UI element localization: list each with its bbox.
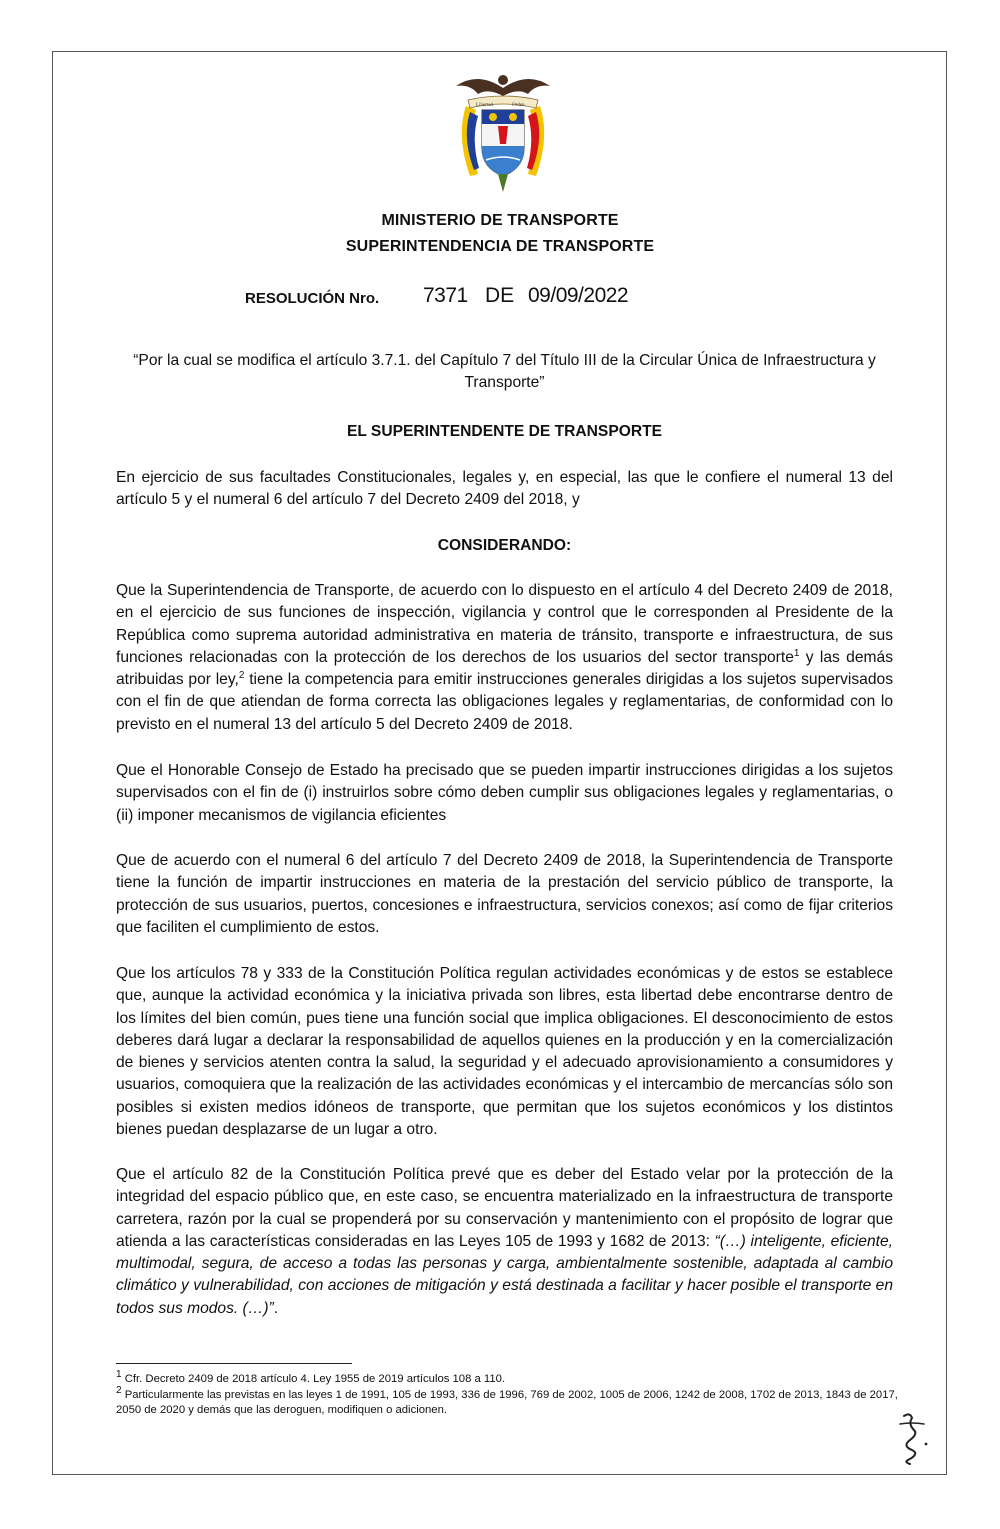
authority-heading: EL SUPERINTENDENTE DE TRANSPORTE xyxy=(346,423,663,440)
seal-ribbon-right: Orden xyxy=(512,103,525,108)
superintendency-heading: SUPERINTENDENCIA DE TRANSPORTE xyxy=(345,238,655,255)
considerando-heading: CONSIDERANDO: xyxy=(437,537,572,554)
resolution-number: 7371 xyxy=(423,284,468,307)
coat-of-arms-seal xyxy=(448,66,558,196)
considerando-paragraph-5 xyxy=(116,1164,893,1320)
considerando-paragraph-4: Que los artículos 78 y 333 de la Constitución Política regulan actividades económicas y de estos se establece que, aunque la actividad económica y la iniciativa privada son libres, esta libertad debe encontrarse dentro de los límites del bien común, pues tiene una función social que implica obligaciones. El desconocimiento de estos deberes dará lugar a declarar la responsabilidad de aquellos quienes en la producción y en la comercialización de bienes y servicios atenten contra la salud, la seguridad y el adecuado aprovisionamiento a consumidores y usuarios, comoquiera que la realización de las actividades económicas y el intercambio de mercancías sólo son posibles si existen medios idóneos de transporte, que permitan que los sujetos económicos y los distintos bienes puedan desplazarse de un lugar a otro. xyxy=(116,965,893,1139)
p5-quote: “(…) inteligente, eficiente, multimodal, segura, de acceso a todas las personas y carga, ambientalmente sostenible, adaptada al cambio climático y vulnerabilidad, con acciones de mitigación y está destinada a facilitar y hacer posible el transporte en todos sus modos. (…)” xyxy=(116,1232,893,1317)
resolution-de: DE xyxy=(485,284,515,307)
resolution-subject: “Por la cual se modifica el artículo 3.7.1. del Capítulo 7 del Título III de la Circular Única de Infraestructura y Transporte” xyxy=(133,352,876,392)
considerando-paragraph-3: Que de acuerdo con el numeral 6 del artículo 7 del Decreto 2409 de 2018, la Superintendencia de Transporte tiene la función de impartir instrucciones en materia de la prestación del servicio público de transporte, la protección de sus usuarios, puertos, concesiones e infraestructura, servicios conexos; así como de fijar criterios que faciliten el cumplimiento de estos. xyxy=(116,852,893,936)
footnotes xyxy=(116,1369,906,1419)
footnote-2-ref: 2 xyxy=(116,1384,122,1396)
resolution-label: RESOLUCIÓN Nro. xyxy=(245,290,380,307)
p5-end: . xyxy=(273,1299,279,1317)
initial-signature xyxy=(890,1410,936,1466)
footnote-ref-2: 2 xyxy=(238,670,245,681)
p1-text-b: y las demás atribuidas por ley, xyxy=(116,648,893,689)
considerando-paragraph-1 xyxy=(116,580,893,736)
p5-text: Que el artículo 82 de la Constitución Política prevé que es deber del Estado velar por la protección de la integridad del espacio público que, en este caso, se encuentra materializado en la infraestructura de transporte carretera, razón por la cual se propenderá por su conservación y mantenimiento con el propósito de lograr que atienda a las características consideradas en las Leyes 105 de 1993 y 1682 de 2013: xyxy=(116,1166,893,1250)
footnote-1-ref: 1 xyxy=(116,1369,122,1381)
resolution-date: 09/09/2022 xyxy=(528,284,629,307)
seal-ribbon-left: Libertad xyxy=(476,103,493,108)
footnote-divider xyxy=(116,1363,352,1364)
p1-text-a: Que la Superintendencia de Transporte, de acuerdo con lo dispuesto en el artículo 4 del Decreto 2409 de 2018, en el ejercicio de sus funciones de inspección, vigilancia y control que le corresponden al Presidente de la República como suprema autoridad administrativa en materia de tránsito, transporte e infraestructura, de sus funciones relacionadas con la protección de los derechos de los usuarios del sector transporte xyxy=(116,582,893,666)
footnote-2 xyxy=(116,1384,906,1419)
preamble-paragraph: En ejercicio de sus facultades Constitucionales, legales y, en especial, las que le confiere el numeral 13 del artículo 5 y el numeral 6 del artículo 7 del Decreto 2409 del 2018, y xyxy=(116,469,893,509)
footnote-2-text: Particularmente las previstas en las leyes 1 de 1991, 105 de 1993, 336 de 1996, 769 de 2002, 1005 de 2006, 1242 de 2008, 1702 de 2013, 1843 de 2017, 2050 de 2020 y demás que las deroguen, modifiquen o adicionen. xyxy=(116,1388,898,1417)
ministry-heading: MINISTERIO DE TRANSPORTE xyxy=(381,212,619,229)
considerando-paragraph-2: Que el Honorable Consejo de Estado ha precisado que se pueden impartir instrucciones dirigidas a los sujetos supervisados con el fin de (i) instruirlos sobre cómo deben cumplir sus obligaciones legales y reglamentarias, o (ii) imponer mecanismos de vigilancia eficientes xyxy=(116,762,893,824)
footnote-ref-1: 1 xyxy=(793,647,800,659)
p1-text-c: tiene la competencia para emitir instrucciones generales dirigidas a los sujetos supervisados con el fin de que atiendan de forma correcta las obligaciones legales y reglamentarias, de conformidad con lo previsto en el numeral 13 del artículo 5 del Decreto 2409 de 2018. xyxy=(116,671,893,733)
footnote-1-text: Cfr. Decreto 2409 de 2018 artículo 4. Ley 1955 de 2019 artículos 108 a 110. xyxy=(121,1373,506,1385)
footnote-1 xyxy=(116,1369,906,1388)
